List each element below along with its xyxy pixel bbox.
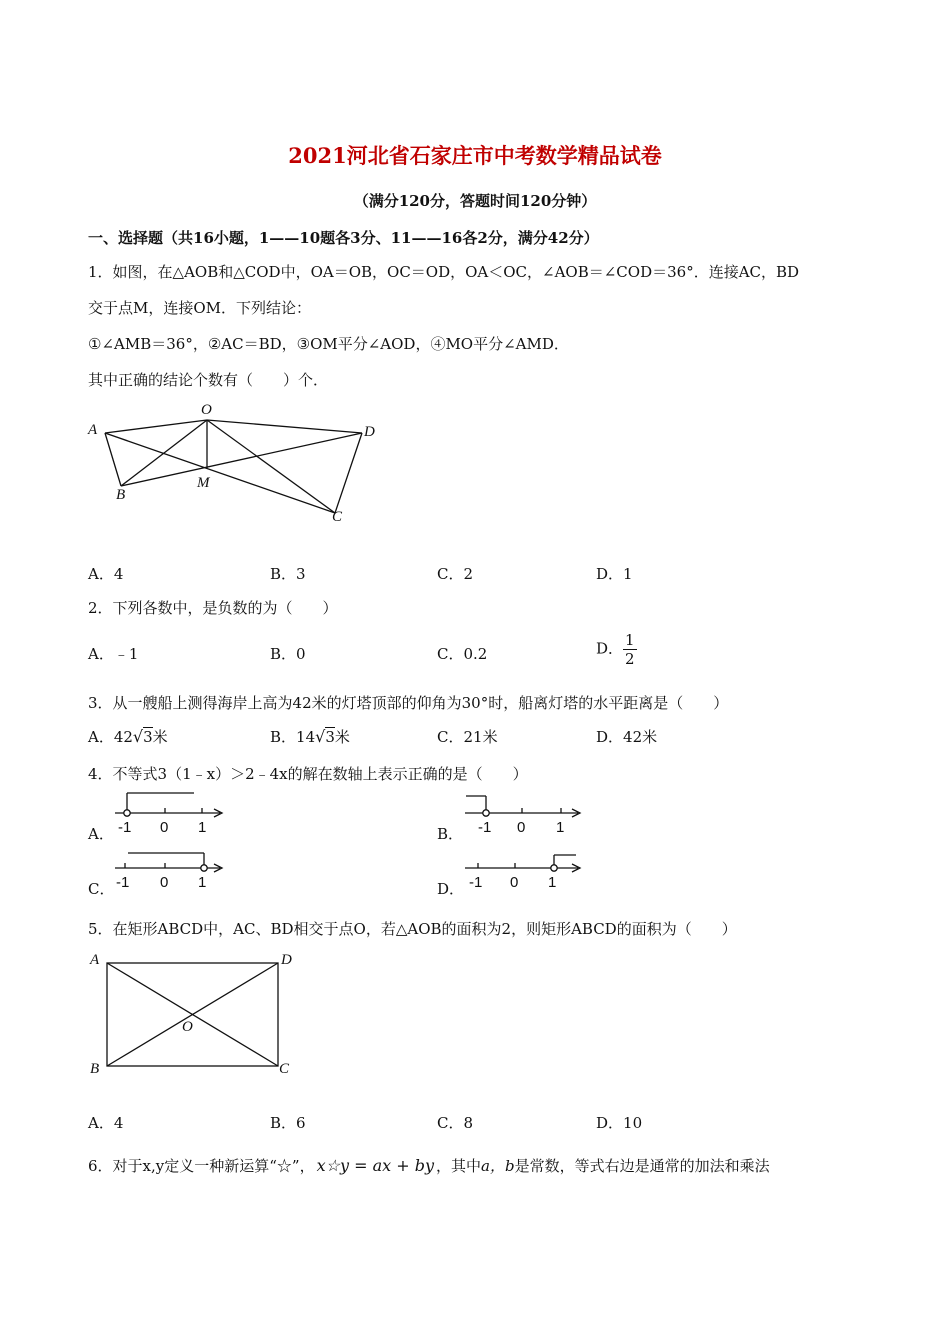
- q5-option-a[interactable]: A．4: [88, 1114, 124, 1132]
- q6-formula: x☆y = ax + by: [316, 1156, 434, 1175]
- q1-label-M: M: [197, 475, 210, 491]
- tick-label-1: 1: [548, 874, 557, 891]
- q5-option-b[interactable]: B．6: [270, 1114, 306, 1132]
- q5-figure: [85, 948, 300, 1078]
- q6-middle: ，其中: [436, 1157, 482, 1175]
- section-heading: 一、选择题（共16小题，1——10题各3分、11——16各2分，满分42分）: [88, 229, 599, 247]
- sqrt-icon: √: [315, 727, 326, 746]
- q2-option-d[interactable]: [596, 631, 637, 668]
- q3-option-b-coef: B．14: [270, 728, 316, 746]
- q1-option-d[interactable]: D．1: [596, 565, 633, 583]
- q5-label-C: C: [279, 1061, 290, 1077]
- q2-option-a[interactable]: A．﹣1: [88, 645, 139, 663]
- q1-stem-line1: 1．如图，在△AOB和△COD中，OA＝OB，OC＝OD，OA＜OC，∠AOB＝∠COD＝36°．连接AC，BD: [88, 263, 800, 281]
- tick-label-0: 0: [160, 874, 169, 891]
- q6-vars: a，b: [481, 1157, 515, 1175]
- q4-option-a-numberline[interactable]: [110, 788, 230, 838]
- fraction-numerator: 1: [625, 631, 635, 649]
- fraction: [623, 631, 637, 668]
- tick-label-0: 0: [510, 874, 519, 891]
- tick-label-neg1: -1: [469, 874, 483, 891]
- tick-label-neg1: -1: [116, 874, 130, 891]
- q3-option-b-unit: 米: [334, 728, 350, 746]
- q1-label-O: O: [201, 402, 212, 418]
- sqrt-icon: √: [132, 727, 144, 746]
- q3-option-a-coef: A．42: [88, 728, 133, 746]
- exam-subtitle: （满分120分，答题时间120分钟）: [353, 192, 597, 210]
- q1-label-B: B: [116, 487, 126, 503]
- q2-stem: 2．下列各数中，是负数的为（ ）: [88, 599, 338, 617]
- q4-option-d-label[interactable]: D．: [437, 880, 465, 898]
- q3-stem: 3．从一艘船上测得海岸上高为42米的灯塔顶部的仰角为30°时，船离灯塔的水平距离是（ ）: [88, 694, 729, 712]
- q6-stem: [88, 1155, 770, 1176]
- q4-stem: 4．不等式3（1﹣x）＞2﹣4x的解在数轴上表示正确的是（ ）: [88, 765, 528, 783]
- q1-label-D: D: [364, 424, 375, 440]
- q6-suffix: 是常数，等式右边是通常的加法和乘法: [514, 1157, 770, 1175]
- q5-option-c[interactable]: C．8: [437, 1114, 474, 1132]
- tick-label-0: 0: [160, 819, 169, 836]
- exam-title: 2021河北省石家庄市中考数学精品试卷: [288, 143, 662, 168]
- q3-option-d[interactable]: D．42米: [596, 728, 658, 746]
- q4-option-a-label[interactable]: A．: [88, 825, 114, 843]
- tick-label-1: 1: [198, 819, 207, 836]
- q1-figure: [85, 398, 385, 528]
- q4-option-b-numberline[interactable]: [460, 788, 585, 838]
- q1-option-a[interactable]: A．4: [88, 565, 124, 583]
- tick-label-1: 1: [556, 819, 565, 836]
- tick-label-1: 1: [198, 874, 207, 891]
- q1-stem-line2: 交于点M，连接OM．下列结论：: [88, 299, 312, 317]
- q2-option-b[interactable]: B．0: [270, 645, 306, 663]
- q4-option-c-label[interactable]: C．: [88, 880, 115, 898]
- tick-label-0: 0: [517, 819, 526, 836]
- q3-option-a-unit: 米: [152, 728, 168, 746]
- q2-option-d-prefix: D．: [596, 639, 624, 658]
- q3-option-c[interactable]: C．21米: [437, 728, 498, 746]
- q1-label-C: C: [332, 509, 343, 525]
- q4-option-b-label[interactable]: B．: [437, 825, 464, 843]
- q3-option-a[interactable]: [88, 726, 168, 747]
- q6-prefix: 6．对于x,y定义一种新运算“☆”，: [88, 1157, 315, 1175]
- tick-label-neg1: -1: [478, 819, 492, 836]
- q1-option-b[interactable]: B．3: [270, 565, 306, 583]
- q4-option-d-numberline[interactable]: [460, 843, 585, 893]
- tick-label-neg1: -1: [118, 819, 132, 836]
- q3-option-a-radicand: 3: [143, 728, 153, 746]
- q4-option-c-numberline[interactable]: [110, 843, 230, 893]
- fraction-denominator: 2: [625, 650, 635, 668]
- q5-label-D: D: [281, 952, 292, 968]
- q1-label-A: A: [88, 422, 98, 438]
- q5-stem: 5．在矩形ABCD中，AC、BD相交于点O，若△AOB的面积为2，则矩形ABCD的面积为（ ）: [88, 920, 737, 938]
- q5-label-B: B: [90, 1061, 100, 1077]
- q1-question: 其中正确的结论个数有（ ）个．: [88, 371, 329, 389]
- q1-conclusions: ①∠AMB＝36°，②AC＝BD，③OM平分∠AOD，④MO平分∠AMD．: [88, 335, 569, 353]
- q2-option-c[interactable]: C．0.2: [437, 645, 488, 663]
- q5-label-A: A: [90, 952, 100, 968]
- q5-label-O: O: [182, 1019, 193, 1035]
- q5-option-d[interactable]: D．10: [596, 1114, 643, 1132]
- q1-option-c[interactable]: C．2: [437, 565, 474, 583]
- q3-option-b-radicand: 3: [325, 728, 335, 746]
- q3-option-b[interactable]: [270, 726, 350, 747]
